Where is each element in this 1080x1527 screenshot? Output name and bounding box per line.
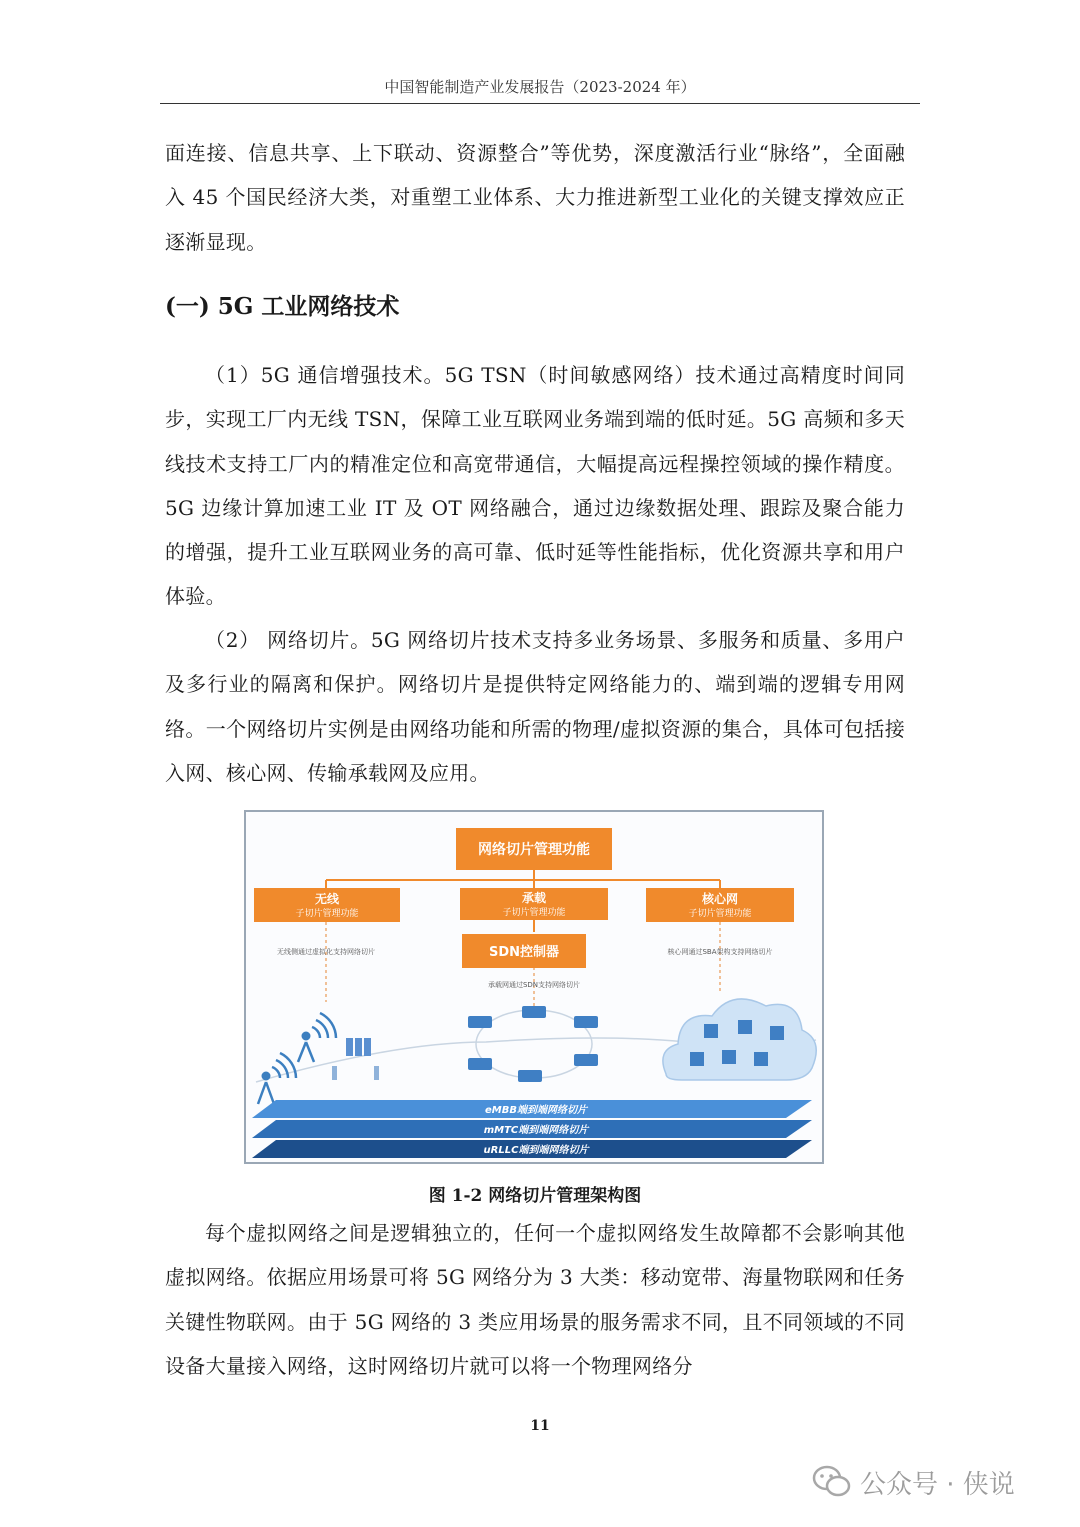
page-header: 中国智能制造产业发展报告（2023-2024 年） — [160, 76, 920, 104]
core-subtitle: 子切片管理功能 — [688, 909, 752, 919]
slice-layer-urllc — [252, 1140, 812, 1158]
paragraph-1: 面连接、信息共享、上下联动、资源整合”等优势，深度激活行业“脉络”，全面融入 45 个国民经济大类，对重塑工业体系、大力推进新型工业化的关键支撑效应正逐渐显现。 — [165, 141, 905, 254]
slice-layer-mmtc — [252, 1120, 812, 1138]
page-number: 11 — [530, 1418, 550, 1434]
slice-layer-embb — [252, 1100, 812, 1118]
figure-caption: 图 1-2 网络切片管理架构图 — [428, 1186, 642, 1206]
wechat-watermark — [812, 1462, 1015, 1502]
wireless-tower-icon — [258, 1053, 296, 1104]
core-cloud-icon — [663, 999, 816, 1080]
sdn-note: 承载网通过SDN支持网络切片 — [487, 981, 581, 989]
paragraph-4: 每个虚拟网络之间是逻辑独立的，任何一个虚拟网络发生故障都不会影响其他虚拟网络。依据应用场景可将 5G 网络分为 3 大类：移动宽带、海量物联网和任务关键性物联网。由于 5G 网络的 3 类应用场景的服务需求不同，且不同领域的不同设备大量接入网络，这时网络切片就可以将一个物理网络分 — [165, 1221, 905, 1378]
svg-text:mMTC端到端网络切片: mMTC端到端网络切片 — [483, 1125, 589, 1136]
transport-title: 承载 — [521, 891, 547, 905]
wechat-icon — [812, 1465, 852, 1499]
top-box-label: 网络切片管理功能 — [478, 842, 590, 858]
wireless-note: 无线侧通过虚拟化支持网络切片 — [277, 948, 375, 956]
wireless-tower-icon — [298, 1013, 336, 1062]
watermark-text: 公众号 · 侠说 — [860, 1469, 1015, 1500]
sdn-controller-label: SDN控制器 — [488, 945, 560, 960]
svg-text:eMBB端到端网络切片: eMBB端到端网络切片 — [485, 1105, 587, 1116]
paragraph-2: （1）5G 通信增强技术。5G TSN（时间敏感网络）技术通过高精度时间同步，实现工厂内无线 TSN，保障工业互联网业务端到端的低时延。5G 高频和多天线技术支持工厂内的精准定位和高宽带通信，大幅提高远程操控领域的操作精度。5G 边缘计算加速工业 IT 及 OT 网络融合，通过边缘数据处理、跟踪及聚合能力的增强，提升工业互联网业务的高可靠、低时延等性能指标，优化资源共享和用户体验。 — [165, 363, 905, 609]
core-note: 核心网通过SBA架构支持网络切片 — [667, 948, 773, 956]
router-icon-group — [468, 1006, 598, 1082]
transport-subtitle: 子切片管理功能 — [502, 908, 566, 918]
server-rack-icon — [332, 1038, 379, 1080]
section-heading: (一) 5G 工业网络技术 — [165, 293, 400, 320]
svg-text:uRLLC端到端网络切片: uRLLC端到端网络切片 — [483, 1145, 589, 1156]
network-slicing-figure — [244, 810, 824, 1164]
wireless-title: 无线 — [314, 892, 340, 906]
paragraph-3: （2） 网络切片。5G 网络切片技术支持多业务场景、多服务和质量、多用户及多行业的隔离和保护。网络切片是提供特定网络能力的、端到端的逻辑专用网络。一个网络切片实例是由网络功能和所需的物理/虚拟资源的集合，具体可包括接入网、核心网、传输承载网及应用。 — [165, 628, 905, 785]
core-title: 核心网 — [701, 892, 739, 906]
wireless-subtitle: 子切片管理功能 — [295, 909, 359, 919]
